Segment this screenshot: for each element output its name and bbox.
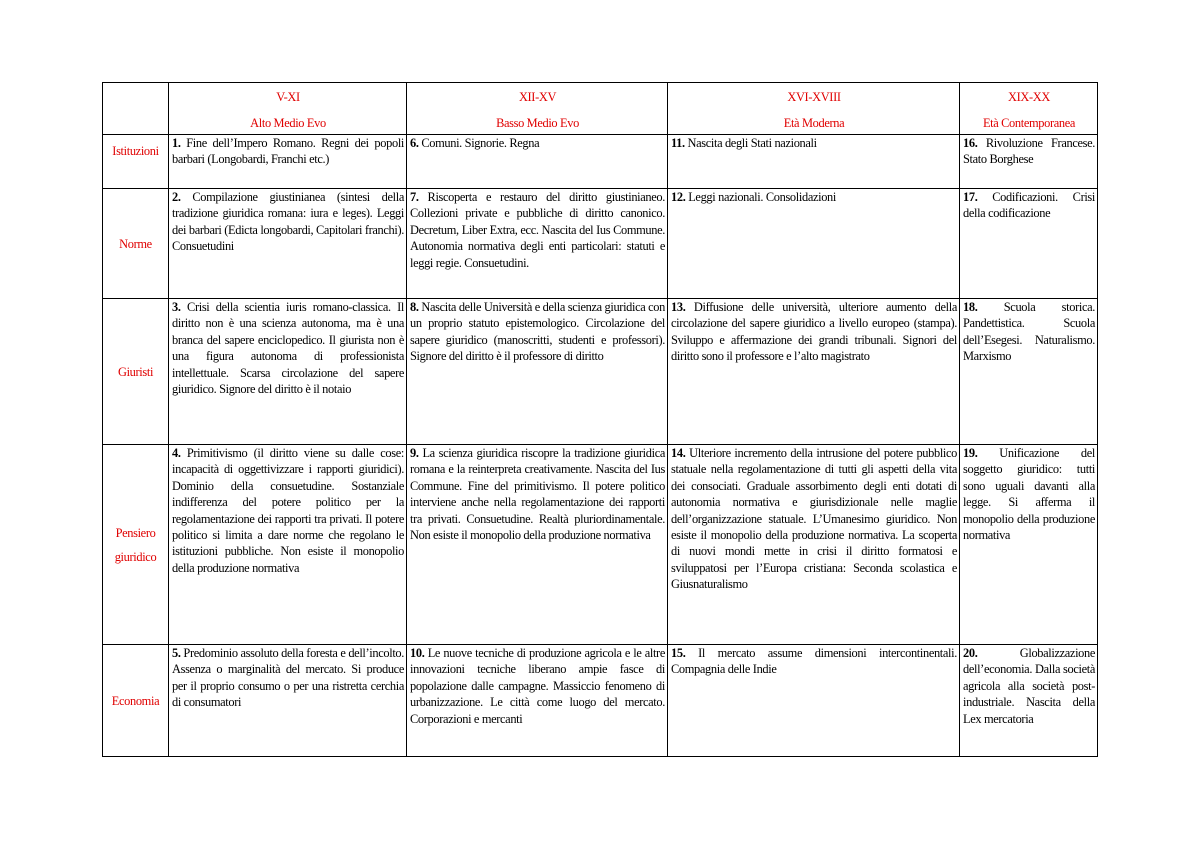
cell-number: 18. bbox=[963, 300, 978, 314]
row-label: Norme bbox=[103, 189, 169, 299]
table-cell bbox=[407, 189, 668, 299]
cell-number: 3. bbox=[172, 300, 181, 314]
cell-text: Unificazione del soggetto giuridico: tutti sono uguali davanti alla legge. Si afferma il monopolio della produzione normativa bbox=[963, 446, 1096, 543]
cell-number: 10. bbox=[410, 646, 425, 660]
cell-text: Leggi nazionali. Consolidazioni bbox=[688, 190, 836, 204]
row-label: Pensiero giuridico bbox=[103, 445, 169, 645]
cell-text: Compilazione giustinianea (sintesi della tradizione giuridica romana: iura e leges). Leggi dei barbari (Edicta longobardi, Capitolari franchi). Consuetudini bbox=[172, 190, 404, 254]
table-row-giuristi bbox=[103, 299, 1098, 445]
header-period: XII-XV bbox=[518, 89, 557, 104]
table-cell bbox=[169, 135, 407, 189]
table-row-norme bbox=[103, 189, 1098, 299]
cell-text: Comuni. Signorie. Regna bbox=[421, 136, 540, 150]
table-cell bbox=[169, 299, 407, 445]
cell-text: La scienza giuridica riscopre la tradizione giuridica romana e la reinterpreta creativamente. Nascita del Ius Commune. Fine del primitivismo. Il potere politico interviene anche nella regolamentazione dei rapporti tra privati. Consuetudine. Realtà pluriordinamentale. Non esiste il monopolio della produzione normativa bbox=[410, 446, 666, 543]
cell-number: 7. bbox=[410, 190, 419, 204]
cell-text: Rivoluzione Francese. Stato Borghese bbox=[963, 136, 1095, 167]
cell-number: 11. bbox=[671, 136, 685, 150]
cell-number: 16. bbox=[963, 136, 978, 150]
table-cell bbox=[668, 299, 960, 445]
header-col-3 bbox=[668, 83, 960, 135]
cell-text: Nascita degli Stati nazionali bbox=[687, 136, 817, 150]
cell-number: 9. bbox=[410, 446, 419, 460]
header-label: Alto Medio Evo bbox=[250, 115, 326, 130]
header-row bbox=[103, 83, 1098, 135]
header-col-1 bbox=[169, 83, 407, 135]
cell-text: Diffusione delle università, ulteriore aumento della circolazione del sapere giuridico a livello europeo (stampa). Sviluppo e affermazione dei grandi tribunali. Signori del diritto sono il professore e l’alto magistrato bbox=[671, 300, 958, 364]
table-cell bbox=[407, 135, 668, 189]
table-cell bbox=[169, 445, 407, 645]
table-row-pensiero-giuridico bbox=[103, 445, 1098, 645]
header-label: Età Moderna bbox=[783, 115, 845, 130]
header-label: Età Contemporanea bbox=[982, 115, 1076, 130]
row-label: Istituzioni bbox=[103, 135, 169, 189]
header-label: Basso Medio Evo bbox=[496, 115, 579, 130]
cell-number: 17. bbox=[963, 190, 978, 204]
table-cell bbox=[960, 645, 1098, 757]
cell-number: 14. bbox=[671, 446, 686, 460]
table-cell bbox=[169, 645, 407, 757]
cell-text: Il mercato assume dimensioni intercontinentali. Compagnia delle Indie bbox=[671, 646, 957, 677]
header-col-4 bbox=[960, 83, 1098, 135]
row-label: Economia bbox=[103, 645, 169, 757]
table-cell bbox=[407, 645, 668, 757]
cell-text: Codificazioni. Crisi della codificazione bbox=[963, 190, 1095, 221]
header-period: V-XI bbox=[276, 89, 300, 104]
table-cell bbox=[960, 189, 1098, 299]
cell-number: 8. bbox=[410, 300, 419, 314]
table-row-economia bbox=[103, 645, 1098, 757]
history-of-law-table bbox=[102, 82, 1098, 757]
cell-text: Predominio assoluto della foresta e dell’incolto. Assenza o marginalità del mercato. Si produce per il proprio consumo o per una ristretta cerchia di consumatori bbox=[172, 646, 404, 710]
cell-number: 19. bbox=[963, 446, 978, 460]
table-cell bbox=[960, 135, 1098, 189]
cell-text: Scuola storica. Pandettistica. Scuola dell’Esegesi. Naturalismo. Marxismo bbox=[963, 300, 1095, 364]
table-cell bbox=[668, 645, 960, 757]
table-cell bbox=[668, 445, 960, 645]
cell-text: Ulteriore incremento della intrusione del potere pubblico statuale nella regolamentazione di tutti gli aspetti della vita dei consociati. Graduale assorbimento degli enti dotati di autonomia normativa e giurisdizionale nelle maglie dell’organizzazione statuale. L’Umanesimo giuridico. Non esiste il monopolio della produzione normativa. La scoperta di nuovi mondi mette in crisi il diritto formatosi e sviluppatosi per l’Europa cristiana: Seconda scolastica e Giusnaturalismo bbox=[671, 446, 958, 592]
cell-text: Crisi della scientia iuris romano-classica. Il diritto non è una scienza autonoma, ma è una branca del sapere enciclopedico. Il giurista non è una figura autonoma di professionista intellettuale. Scarsa circolazione del sapere giuridico. Signore del diritto è il notaio bbox=[172, 300, 405, 397]
table-cell bbox=[960, 445, 1098, 645]
table-cell bbox=[668, 189, 960, 299]
cell-number: 5. bbox=[172, 646, 181, 660]
cell-text: Riscoperta e restauro del diritto giustinianeo. Collezioni private e pubbliche di diritto canonico. Decretum, Liber Extra, ecc. Nascita del Ius Commune. Autonomia normativa degli enti particolari: statuti e leggi regie. Consuetudini. bbox=[410, 190, 665, 270]
cell-number: 12. bbox=[671, 190, 686, 204]
corner-cell bbox=[103, 83, 169, 135]
table-cell bbox=[407, 445, 668, 645]
cell-text: Fine dell’Impero Romano. Regni dei popoli barbari (Longobardi, Franchi etc.) bbox=[172, 136, 405, 167]
cell-number: 13. bbox=[671, 300, 686, 314]
table-row-istituzioni bbox=[103, 135, 1098, 189]
cell-number: 2. bbox=[172, 190, 181, 204]
row-label: Giuristi bbox=[103, 299, 169, 445]
table-cell bbox=[668, 135, 960, 189]
cell-number: 6. bbox=[410, 136, 419, 150]
cell-number: 1. bbox=[172, 136, 181, 150]
header-col-2 bbox=[407, 83, 668, 135]
cell-number: 4. bbox=[172, 446, 181, 460]
table-cell bbox=[407, 299, 668, 445]
cell-text: Globalizzazione dell’economia. Dalla società agricola alla società post-industriale. Nascita della Lex mercatoria bbox=[963, 646, 1095, 726]
header-period: XIX-XX bbox=[1008, 89, 1050, 104]
cell-number: 15. bbox=[671, 646, 686, 660]
table-cell bbox=[960, 299, 1098, 445]
cell-text: Le nuove tecniche di produzione agricola e le altre innovazioni tecniche liberano ampie fasce di popolazione dalle campagne. Massiccio fenomeno di urbanizzazione. Le città come luogo del mercato. Corporazioni e mercanti bbox=[410, 646, 665, 726]
cell-number: 20. bbox=[963, 646, 978, 660]
cell-text: Nascita delle Università e della scienza giuridica con un proprio statuto epistemologico. Circolazione del sapere giuridico (manoscritti, studenti e professori). Signore del diritto è il professore di diritto bbox=[410, 300, 665, 364]
cell-text: Primitivismo (il diritto viene su dalle cose: incapacità di oggettivizzare i rapporti giuridici). Dominio della consuetudine. Sostanziale indifferenza del potere politico per la regolamentazione dei rapporti tra privati. Il potere politico si limita a dare norme che regolano le istituzioni pubbliche. Non esiste il monopolio della produzione normativa bbox=[172, 446, 404, 575]
header-period: XVI-XVIII bbox=[787, 89, 841, 104]
table-cell bbox=[169, 189, 407, 299]
